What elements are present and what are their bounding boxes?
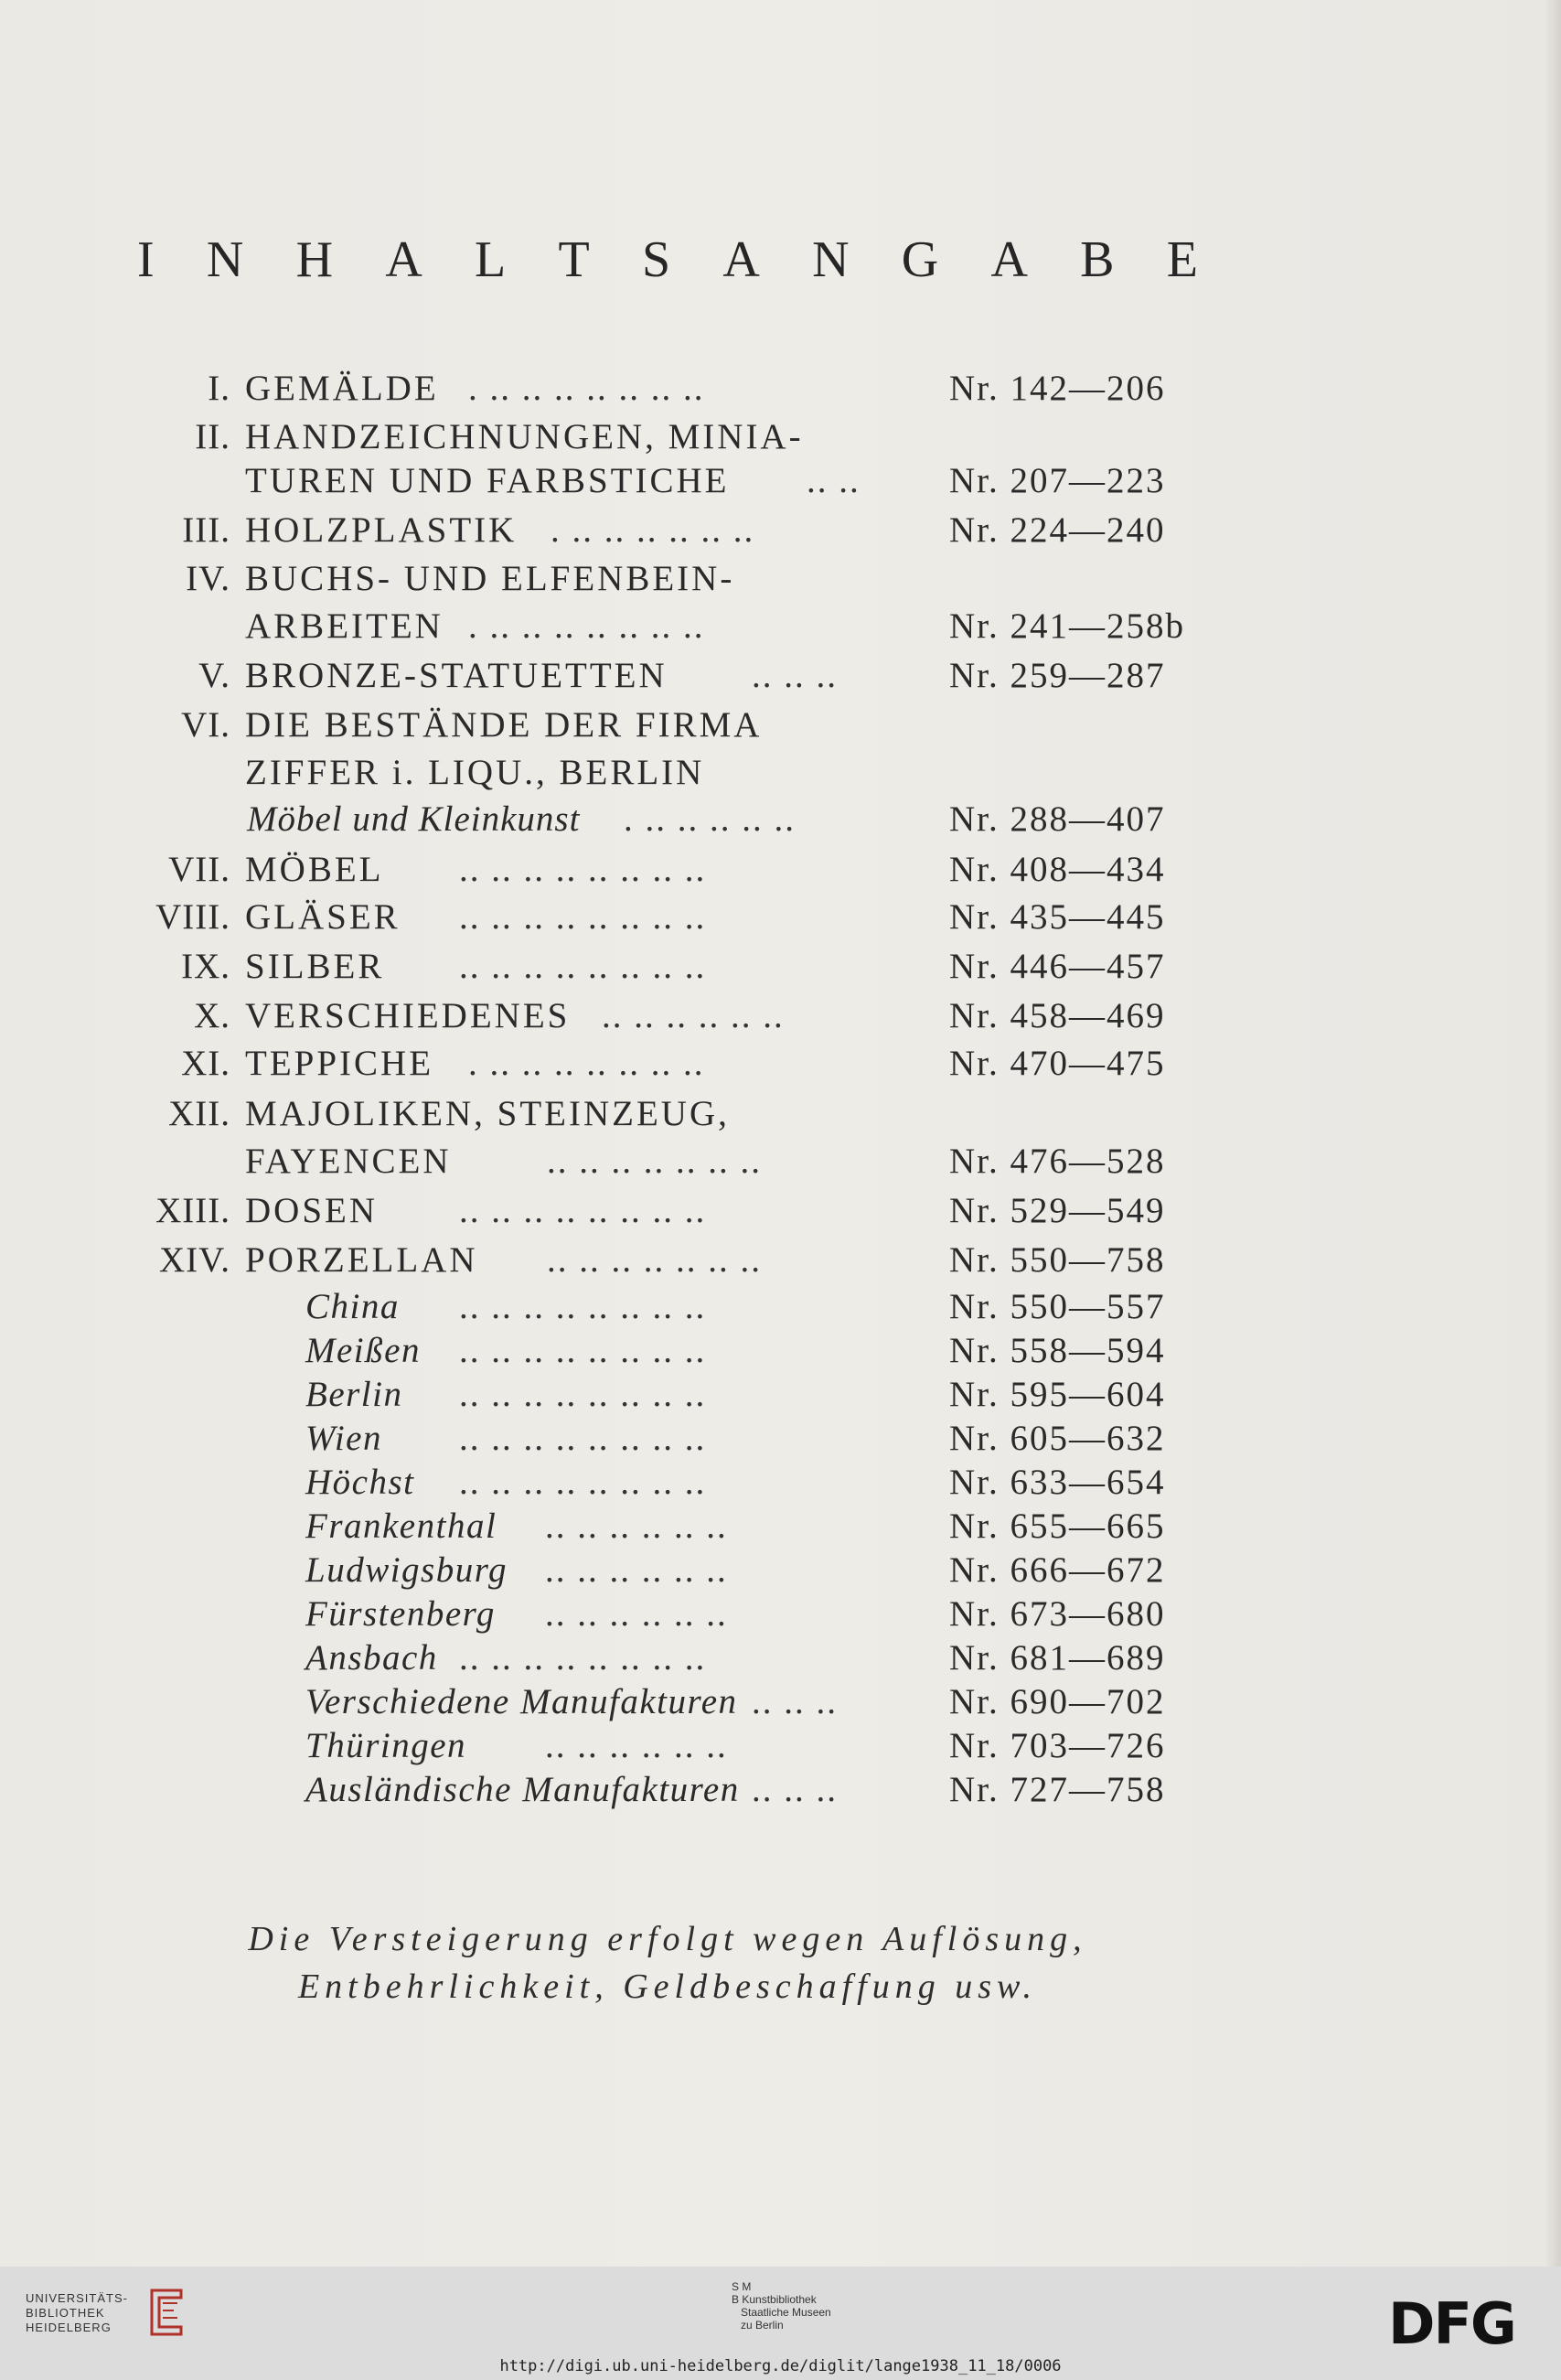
sm-line-2: B Kunstbibliothek	[732, 2293, 817, 2306]
toc-number-range: Nr. 605—632	[949, 1419, 1166, 1458]
toc-number-range: Nr. 408—434	[949, 850, 1166, 889]
toc-number-range: Nr. 446—457	[949, 947, 1166, 986]
toc-roman-numeral: VIII.	[155, 897, 230, 937]
toc-entry-title: Ludwigsburg	[305, 1550, 508, 1590]
toc-row	[0, 1462, 1561, 1506]
toc-leader-dots: .. .. .. .. .. .. ..	[547, 1142, 762, 1181]
toc-leader-dots: .. .. ..	[752, 656, 838, 695]
toc-entry-title: BRONZE-STATUETTEN	[245, 656, 668, 695]
toc-leader-dots: .. .. .. .. .. ..	[545, 1594, 728, 1634]
toc-entry-title: Fürstenberg	[305, 1594, 496, 1634]
toc-roman-numeral: XII.	[168, 1094, 230, 1133]
title-letter: N	[812, 231, 850, 288]
toc-row	[0, 416, 1561, 460]
toc-entry-title: TEPPICHE	[245, 1044, 434, 1083]
toc-row	[0, 1725, 1561, 1769]
toc-leader-dots: . .. .. .. .. .. .. ..	[468, 1044, 705, 1083]
ub-logo-line-1: UNIVERSITÄTS-	[26, 2291, 128, 2305]
toc-entry-title: Berlin	[305, 1375, 403, 1414]
toc-row	[0, 509, 1561, 553]
footer-line-2: Entbehrlichkeit, Geldbeschaffung usw.	[297, 1967, 1038, 2006]
toc-row	[0, 896, 1561, 940]
ub-logo-line-3: HEIDELBERG	[26, 2321, 112, 2334]
toc-entry-title: China	[305, 1287, 400, 1326]
toc-leader-dots: . .. .. .. .. .. .. ..	[468, 606, 705, 646]
toc-row	[0, 1043, 1561, 1087]
toc-row	[0, 655, 1561, 699]
title-letter: T	[558, 231, 590, 288]
toc-entry-title: Ansbach	[305, 1638, 438, 1678]
toc-row	[0, 1286, 1561, 1330]
title-letter: S	[641, 231, 671, 288]
smb-kunstbibliothek-logo	[732, 2280, 831, 2332]
title-letter: E	[1166, 231, 1198, 288]
toc-entry-title: GEMÄLDE	[245, 369, 439, 408]
toc-leader-dots: .. .. .. .. .. ..	[545, 1550, 728, 1590]
title-letter: G	[901, 231, 939, 288]
toc-number-range: Nr. 142—206	[949, 369, 1166, 408]
toc-row	[0, 799, 1561, 842]
toc-entry-title: DOSEN	[245, 1191, 379, 1230]
toc-entry-title: Thüringen	[305, 1726, 467, 1765]
toc-leader-dots: .. .. .. .. .. .. .. ..	[459, 1419, 707, 1458]
toc-row	[0, 995, 1561, 1039]
toc-row	[0, 1769, 1561, 1813]
toc-leader-dots: .. .. .. .. .. .. .. ..	[459, 1287, 707, 1326]
toc-roman-numeral: III.	[182, 510, 230, 550]
toc-leader-dots: .. .. .. .. .. .. .. ..	[459, 1638, 707, 1678]
toc-row	[0, 460, 1561, 504]
toc-number-range: Nr. 529—549	[949, 1191, 1166, 1230]
toc-number-range: Nr. 550—758	[949, 1240, 1166, 1280]
toc-leader-dots: .. ..	[807, 461, 861, 500]
toc-row	[0, 558, 1561, 602]
toc-number-range: Nr. 224—240	[949, 510, 1166, 550]
toc-roman-numeral: XIV.	[158, 1240, 230, 1280]
toc-number-range: Nr. 241—258b	[949, 606, 1185, 646]
ub-heidelberg-logo-icon[interactable]	[144, 2285, 188, 2340]
dfg-logo[interactable]: DFG	[1388, 2290, 1515, 2357]
toc-leader-dots: .. .. .. .. .. .. .. ..	[459, 947, 707, 986]
toc-entry-title: DIE BESTÄNDE DER FIRMA	[245, 705, 763, 745]
toc-entry-title: Wien	[305, 1419, 382, 1458]
toc-entry-title: GLÄSER	[245, 897, 401, 937]
toc-roman-numeral: V.	[198, 656, 230, 695]
toc-row	[0, 752, 1561, 796]
title-letter: I	[137, 231, 155, 288]
toc-leader-dots: . .. .. .. .. .. ..	[551, 510, 755, 550]
toc-roman-numeral: II.	[195, 417, 230, 456]
toc-row	[0, 1374, 1561, 1418]
footer-line-1: Die Versteigerung erfolgt wegen Auflösung,	[248, 1920, 1087, 1958]
toc-number-range: Nr. 458—469	[949, 996, 1166, 1035]
toc-number-range: Nr. 470—475	[949, 1044, 1166, 1083]
toc-leader-dots: . .. .. .. .. .. .. ..	[468, 369, 705, 408]
ub-logo-line-2: BIBLIOTHEK	[26, 2306, 105, 2320]
toc-row	[0, 1418, 1561, 1462]
toc-row	[0, 1681, 1561, 1725]
toc-number-range: Nr. 550—557	[949, 1287, 1166, 1326]
toc-number-range: Nr. 681—689	[949, 1638, 1166, 1678]
toc-roman-numeral: X.	[194, 996, 230, 1035]
title-letter: A	[385, 231, 422, 288]
toc-roman-numeral: IV.	[186, 559, 230, 598]
toc-row	[0, 849, 1561, 893]
toc-leader-dots: .. .. .. .. .. .. .. ..	[459, 1463, 707, 1502]
title-letter: H	[295, 231, 334, 288]
toc-leader-dots: .. .. .. .. .. .. .. ..	[459, 1375, 707, 1414]
toc-entry-title: BUCHS- UND ELFENBEIN-	[245, 559, 735, 598]
toc-entry-title: MÖBEL	[245, 850, 384, 889]
toc-number-range: Nr. 673—680	[949, 1594, 1166, 1634]
toc-entry-title: HANDZEICHNUNGEN, MINIA-	[245, 417, 804, 456]
toc-entry-title: Meißen	[305, 1331, 421, 1370]
toc-row	[0, 606, 1561, 649]
toc-leader-dots: .. .. .. .. .. ..	[545, 1506, 728, 1546]
toc-entry-title: Ausländische Manufakturen	[305, 1770, 740, 1809]
toc-number-range: Nr. 207—223	[949, 461, 1166, 500]
title-letter: B	[1080, 231, 1115, 288]
toc-entry-title: SILBER	[245, 947, 385, 986]
toc-number-range: Nr. 633—654	[949, 1463, 1166, 1502]
toc-number-range: Nr. 288—407	[949, 799, 1166, 839]
toc-row	[0, 1330, 1561, 1374]
title-letter: A	[722, 231, 760, 288]
toc-roman-numeral: XIII.	[155, 1191, 230, 1230]
toc-roman-numeral: VII.	[168, 850, 230, 889]
toc-entry-title: Höchst	[305, 1463, 415, 1502]
toc-number-range: Nr. 727—758	[949, 1770, 1166, 1809]
sm-line-3: Staatliche Museen	[741, 2306, 831, 2319]
toc-roman-numeral: VI.	[181, 705, 230, 745]
toc-row	[0, 1637, 1561, 1681]
title-letter: A	[990, 231, 1028, 288]
toc-number-range: Nr. 259—287	[949, 656, 1166, 695]
toc-row	[0, 1190, 1561, 1234]
toc-roman-numeral: I.	[208, 369, 230, 408]
toc-row	[0, 1239, 1561, 1283]
toc-row	[0, 946, 1561, 990]
toc-entry-title: Verschiedene Manufakturen	[305, 1682, 738, 1721]
toc-entry-title: Frankenthal	[305, 1506, 497, 1546]
toc-number-range: Nr. 476—528	[949, 1142, 1166, 1181]
toc-row	[0, 1549, 1561, 1593]
toc-row	[0, 368, 1561, 412]
toc-entry-title: Möbel und Kleinkunst	[247, 799, 581, 839]
toc-entry-title: VERSCHIEDENES	[245, 996, 571, 1035]
ub-heidelberg-logo-text[interactable]	[26, 2291, 128, 2335]
toc-number-range: Nr. 558—594	[949, 1331, 1166, 1370]
toc-leader-dots: .. .. .. .. .. .. .. ..	[459, 850, 707, 889]
toc-leader-dots: . .. .. .. .. ..	[624, 799, 796, 839]
toc-number-range: Nr. 666—672	[949, 1550, 1166, 1590]
toc-entry-title: MAJOLIKEN, STEINZEUG,	[245, 1094, 730, 1133]
title-letter: N	[206, 231, 244, 288]
toc-entry-title: ARBEITEN	[245, 606, 444, 646]
toc-number-range: Nr. 703—726	[949, 1726, 1166, 1765]
toc-entry-title: TUREN UND FARBSTICHE	[245, 461, 730, 500]
toc-entry-title: PORZELLAN	[245, 1240, 478, 1280]
toc-row	[0, 1593, 1561, 1637]
permalink-url[interactable]: http://digi.ub.uni-heidelberg.de/diglit/lange1938_11_18/0006	[499, 2357, 1062, 2375]
toc-entry-title: ZIFFER i. LIQU., BERLIN	[245, 753, 705, 792]
toc-leader-dots: .. .. .. .. .. ..	[545, 1726, 728, 1765]
toc-leader-dots: .. .. .. .. .. .. ..	[547, 1240, 762, 1280]
title-letter: L	[475, 231, 507, 288]
toc-leader-dots: .. .. ..	[752, 1682, 838, 1721]
toc-leader-dots: .. .. .. .. .. .. .. ..	[459, 897, 707, 937]
toc-number-range: Nr. 595—604	[949, 1375, 1166, 1414]
toc-leader-dots: .. .. .. .. .. ..	[602, 996, 785, 1035]
toc-row	[0, 1141, 1561, 1185]
toc-entry-title: HOLZPLASTIK	[245, 510, 518, 550]
toc-number-range: Nr. 690—702	[949, 1682, 1166, 1721]
sm-line-1: S M	[732, 2280, 752, 2293]
toc-row	[0, 704, 1561, 748]
toc-roman-numeral: XI.	[181, 1044, 230, 1083]
toc-row	[0, 1506, 1561, 1549]
toc-leader-dots: .. .. .. .. .. .. .. ..	[459, 1331, 707, 1370]
toc-number-range: Nr. 435—445	[949, 897, 1166, 937]
toc-row	[0, 1093, 1561, 1137]
toc-leader-dots: .. .. ..	[752, 1770, 838, 1809]
toc-leader-dots: .. .. .. .. .. .. .. ..	[459, 1191, 707, 1230]
toc-roman-numeral: IX.	[181, 947, 230, 986]
toc-entry-title: FAYENCEN	[245, 1142, 452, 1181]
toc-number-range: Nr. 655—665	[949, 1506, 1166, 1546]
sm-line-4: zu Berlin	[741, 2319, 784, 2332]
